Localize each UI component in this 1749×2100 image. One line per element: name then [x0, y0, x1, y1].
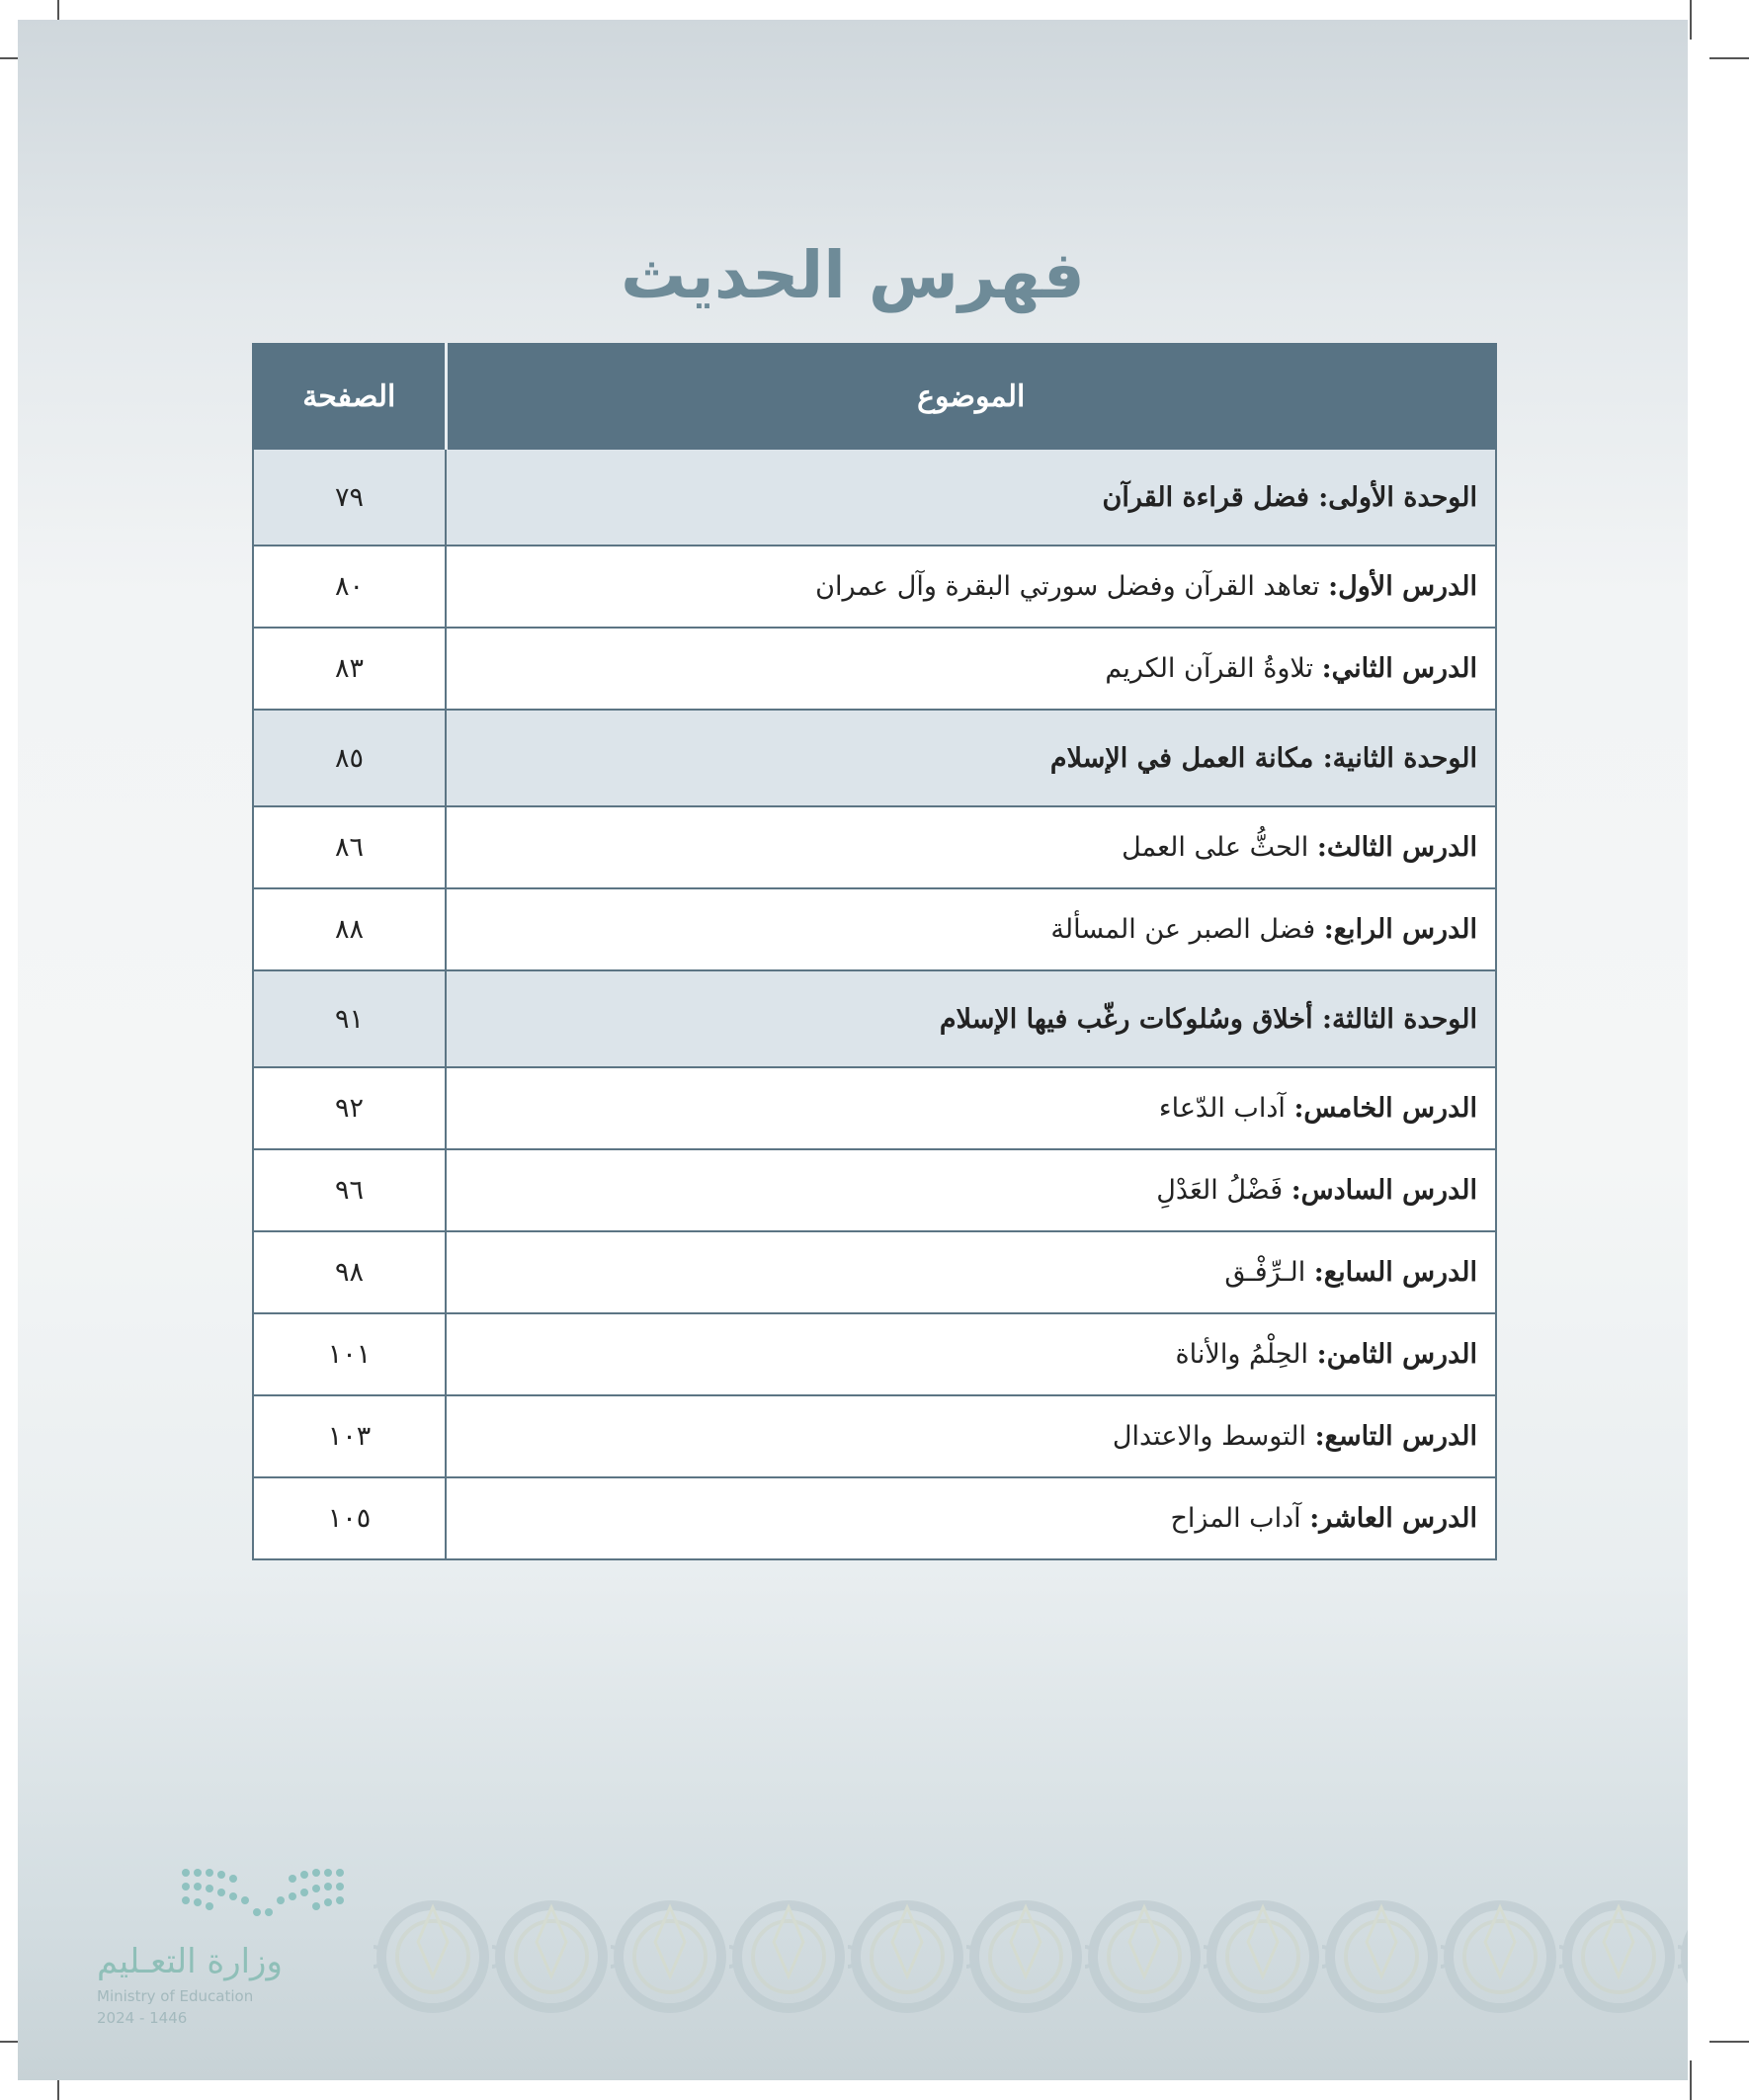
- row-subject: [446, 546, 1496, 628]
- row-title: فضل قراءة القرآن: [1102, 481, 1309, 513]
- row-page: ٩٦: [253, 1149, 446, 1231]
- row-page: ٨٠: [253, 546, 446, 628]
- page-title: فهرس الحديث: [621, 237, 1085, 313]
- header-page: الصفحة: [253, 344, 446, 449]
- table-row: [253, 628, 1496, 710]
- row-label: الدرس الرابع:: [1323, 914, 1477, 945]
- row-label: الدرس السادس:: [1291, 1175, 1477, 1206]
- row-page: ٨٦: [253, 806, 446, 888]
- row-subject: [446, 970, 1496, 1067]
- row-label: الدرس الأول:: [1328, 571, 1477, 602]
- row-page: ٩١: [253, 970, 446, 1067]
- row-page: ٨٨: [253, 888, 446, 970]
- row-title: تعاهد القرآن وفضل سورتي البقرة وآل عمران: [815, 571, 1320, 602]
- row-subject: [446, 1231, 1496, 1313]
- row-title: مكانة العمل في الإسلام: [1049, 742, 1314, 774]
- row-label: الوحدة الثانية:: [1322, 742, 1477, 774]
- row-page: ٧٩: [253, 449, 446, 546]
- table-row: [253, 1395, 1496, 1477]
- row-page: ١٠٥: [253, 1477, 446, 1559]
- table-row: [253, 710, 1496, 806]
- table-row: [253, 1313, 1496, 1395]
- row-label: الدرس الثاني:: [1321, 653, 1477, 684]
- table-row: [253, 806, 1496, 888]
- row-page: ٨٥: [253, 710, 446, 806]
- row-label: الدرس الثالث:: [1316, 832, 1477, 863]
- row-subject: [446, 806, 1496, 888]
- row-label: الوحدة الثالثة:: [1321, 1003, 1477, 1035]
- row-label: الدرس العاشر:: [1309, 1503, 1477, 1534]
- row-label: الدرس الثامن:: [1316, 1339, 1477, 1370]
- row-subject: [446, 1477, 1496, 1559]
- row-subject: [446, 449, 1496, 546]
- row-title: آداب الدّعاء: [1158, 1093, 1286, 1124]
- row-page: ٩٨: [253, 1231, 446, 1313]
- row-subject: [446, 888, 1496, 970]
- ministry-logo: [97, 1863, 324, 2041]
- table-row: [253, 546, 1496, 628]
- ministry-name-ar: وزارة التعـليم: [97, 1942, 283, 1981]
- row-title: فَضْلُ العَدْلِ: [1156, 1175, 1284, 1206]
- row-label: الدرس السابع:: [1313, 1257, 1477, 1288]
- row-title: التوسط والاعتدال: [1112, 1421, 1307, 1452]
- row-title: الـرِّفْـق: [1224, 1257, 1306, 1288]
- table-row: [253, 888, 1496, 970]
- row-page: ١٠٣: [253, 1395, 446, 1477]
- header-subject: الموضوع: [446, 344, 1496, 449]
- table-header-row: [253, 344, 1496, 449]
- row-label: الدرس التاسع:: [1314, 1421, 1477, 1452]
- row-page: ١٠١: [253, 1313, 446, 1395]
- row-title: فضل الصبر عن المسألة: [1050, 914, 1316, 945]
- row-subject: [446, 1395, 1496, 1477]
- row-page: ٩٢: [253, 1067, 446, 1149]
- index-table: [252, 343, 1497, 1560]
- row-subject: [446, 1067, 1496, 1149]
- edition-year: 2024 - 1446: [97, 2009, 188, 2027]
- table-row: [253, 1067, 1496, 1149]
- row-subject: [446, 710, 1496, 806]
- row-subject: [446, 1313, 1496, 1395]
- table-row: [253, 970, 1496, 1067]
- ministry-name-en: Ministry of Education: [97, 1987, 254, 2005]
- row-subject: [446, 1149, 1496, 1231]
- row-title: الحِلْمُ والأناة: [1175, 1339, 1309, 1370]
- table-row: [253, 449, 1496, 546]
- row-page: ٨٣: [253, 628, 446, 710]
- ministry-dots-icon: [176, 1863, 354, 1932]
- table-row: [253, 1149, 1496, 1231]
- row-title: الحثُّ على العمل: [1122, 832, 1309, 863]
- row-title: تلاوةُ القرآن الكريم: [1105, 653, 1314, 684]
- row-title: أخلاق وسُلوكات رغّب فيها الإسلام: [939, 1003, 1313, 1035]
- row-subject: [446, 628, 1496, 710]
- row-label: الدرس الخامس:: [1293, 1093, 1477, 1124]
- row-title: آداب المزاح: [1170, 1503, 1301, 1534]
- table-row: [253, 1231, 1496, 1313]
- table-row: [253, 1477, 1496, 1559]
- page: [18, 20, 1688, 2080]
- row-label: الوحدة الأولى:: [1318, 481, 1477, 513]
